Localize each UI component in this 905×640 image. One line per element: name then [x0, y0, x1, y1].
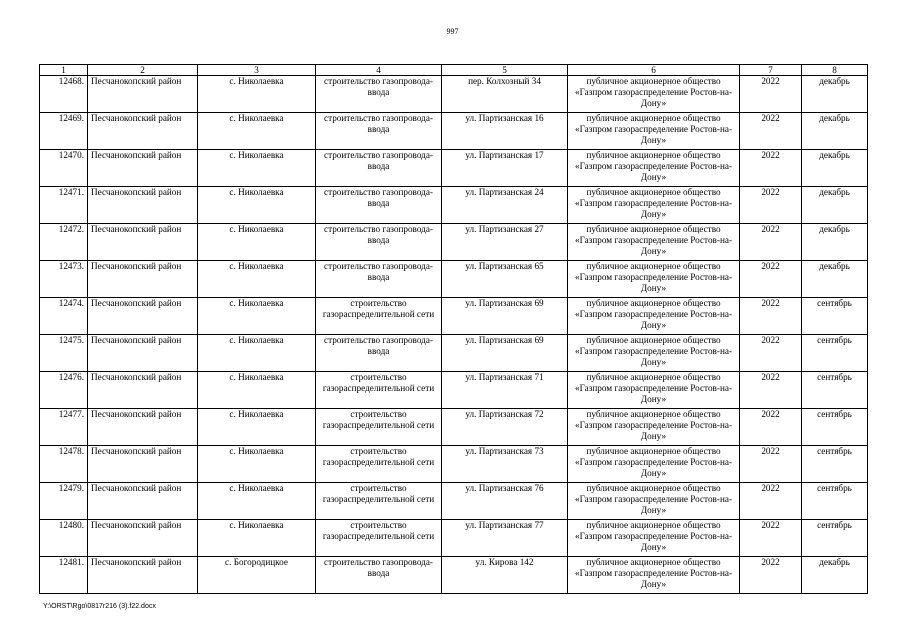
month-cell: декабрь	[802, 224, 868, 261]
year-cell: 2022	[740, 76, 802, 113]
year-cell: 2022	[740, 372, 802, 409]
month-cell: декабрь	[802, 187, 868, 224]
row-number-cell: 12481.	[40, 557, 88, 594]
row-number-cell: 12470.	[40, 150, 88, 187]
address-cell: ул. Партизанская 71	[442, 372, 568, 409]
settlement-cell: с. Николаевка	[198, 113, 316, 150]
footer-file-path: Y:\ORST\Rgo\0817r216 (3).f22.docx	[43, 603, 156, 610]
month-cell: сентябрь	[802, 335, 868, 372]
row-number-cell: 12479.	[40, 483, 88, 520]
address-cell: ул. Партизанская 77	[442, 520, 568, 557]
row-number-cell: 12469.	[40, 113, 88, 150]
year-cell: 2022	[740, 557, 802, 594]
organization-cell: публичное акционерное общество «Газпром газораспределение Ростов-на-Дону»	[568, 483, 740, 520]
settlement-cell: с. Николаевка	[198, 150, 316, 187]
month-cell: декабрь	[802, 76, 868, 113]
organization-cell: публичное акционерное общество «Газпром газораспределение Ростов-на-Дону»	[568, 557, 740, 594]
address-cell: ул. Партизанская 73	[442, 446, 568, 483]
address-cell: ул. Партизанская 16	[442, 113, 568, 150]
year-cell: 2022	[740, 446, 802, 483]
row-number-cell: 12477.	[40, 409, 88, 446]
organization-cell: публичное акционерное общество «Газпром газораспределение Ростов-на-Дону»	[568, 261, 740, 298]
settlement-cell: с. Николаевка	[198, 335, 316, 372]
month-cell: декабрь	[802, 150, 868, 187]
settlement-cell: с. Богородицкое	[198, 557, 316, 594]
organization-cell: публичное акционерное общество «Газпром газораспределение Ростов-на-Дону»	[568, 298, 740, 335]
table-row	[40, 372, 868, 409]
month-cell: декабрь	[802, 113, 868, 150]
table-row	[40, 520, 868, 557]
year-cell: 2022	[740, 335, 802, 372]
month-cell: декабрь	[802, 557, 868, 594]
row-number-cell: 12480.	[40, 520, 88, 557]
district-cell: Песчанокопский район	[88, 483, 198, 520]
row-number-cell: 12472.	[40, 224, 88, 261]
settlement-cell: с. Николаевка	[198, 224, 316, 261]
district-cell: Песчанокопский район	[88, 520, 198, 557]
district-cell: Песчанокопский район	[88, 372, 198, 409]
organization-cell: публичное акционерное общество «Газпром газораспределение Ростов-на-Дону»	[568, 76, 740, 113]
month-cell: сентябрь	[802, 520, 868, 557]
table-row	[40, 298, 868, 335]
district-cell: Песчанокопский район	[88, 335, 198, 372]
month-cell: сентябрь	[802, 298, 868, 335]
year-cell: 2022	[740, 483, 802, 520]
organization-cell: публичное акционерное общество «Газпром газораспределение Ростов-на-Дону»	[568, 113, 740, 150]
district-cell: Песчанокопский район	[88, 150, 198, 187]
month-cell: сентябрь	[802, 372, 868, 409]
address-cell: ул. Партизанская 24	[442, 187, 568, 224]
header-row	[40, 65, 868, 76]
table-row	[40, 557, 868, 594]
col-header-8: 8	[802, 65, 868, 76]
table-row	[40, 409, 868, 446]
district-cell: Песчанокопский район	[88, 446, 198, 483]
settlement-cell: с. Николаевка	[198, 409, 316, 446]
year-cell: 2022	[740, 298, 802, 335]
table-row	[40, 187, 868, 224]
address-cell: ул. Партизанская 76	[442, 483, 568, 520]
work-type-cell: строительство газораспределительной сети	[316, 298, 442, 335]
work-type-cell: строительство газопровода-ввода	[316, 187, 442, 224]
year-cell: 2022	[740, 224, 802, 261]
table-row	[40, 113, 868, 150]
col-header-6: 6	[568, 65, 740, 76]
row-number-cell: 12471.	[40, 187, 88, 224]
table-row	[40, 483, 868, 520]
work-type-cell: строительство газопровода-ввода	[316, 113, 442, 150]
month-cell: сентябрь	[802, 483, 868, 520]
col-header-5: 5	[442, 65, 568, 76]
year-cell: 2022	[740, 150, 802, 187]
col-header-3: 3	[198, 65, 316, 76]
settlement-cell: с. Николаевка	[198, 187, 316, 224]
work-type-cell: строительство газопровода-ввода	[316, 261, 442, 298]
table-row	[40, 224, 868, 261]
district-cell: Песчанокопский район	[88, 261, 198, 298]
work-type-cell: строительство газопровода-ввода	[316, 150, 442, 187]
work-type-cell: строительство газопровода-ввода	[316, 557, 442, 594]
row-number-cell: 12476.	[40, 372, 88, 409]
settlement-cell: с. Николаевка	[198, 483, 316, 520]
row-number-cell: 12468.	[40, 76, 88, 113]
organization-cell: публичное акционерное общество «Газпром газораспределение Ростов-на-Дону»	[568, 409, 740, 446]
table-body	[40, 76, 868, 594]
settlement-cell: с. Николаевка	[198, 298, 316, 335]
year-cell: 2022	[740, 261, 802, 298]
row-number-cell: 12473.	[40, 261, 88, 298]
work-type-cell: строительство газораспределительной сети	[316, 446, 442, 483]
work-type-cell: строительство газораспределительной сети	[316, 520, 442, 557]
address-cell: ул. Партизанская 27	[442, 224, 568, 261]
year-cell: 2022	[740, 409, 802, 446]
district-cell: Песчанокопский район	[88, 224, 198, 261]
organization-cell: публичное акционерное общество «Газпром газораспределение Ростов-на-Дону»	[568, 335, 740, 372]
table-row	[40, 335, 868, 372]
address-cell: ул. Кирова 142	[442, 557, 568, 594]
table-row	[40, 150, 868, 187]
page-number: 997	[446, 27, 459, 36]
address-cell: ул. Партизанская 17	[442, 150, 568, 187]
col-header-7: 7	[740, 65, 802, 76]
col-header-2: 2	[88, 65, 198, 76]
table-row	[40, 446, 868, 483]
organization-cell: публичное акционерное общество «Газпром газораспределение Ростов-на-Дону»	[568, 372, 740, 409]
col-header-4: 4	[316, 65, 442, 76]
year-cell: 2022	[740, 520, 802, 557]
year-cell: 2022	[740, 187, 802, 224]
gas-works-table	[39, 64, 868, 594]
address-cell: ул. Партизанская 65	[442, 261, 568, 298]
settlement-cell: с. Николаевка	[198, 372, 316, 409]
address-cell: ул. Партизанская 69	[442, 335, 568, 372]
work-type-cell: строительство газопровода-ввода	[316, 76, 442, 113]
work-type-cell: строительство газопровода-ввода	[316, 224, 442, 261]
work-type-cell: строительство газораспределительной сети	[316, 409, 442, 446]
organization-cell: публичное акционерное общество «Газпром газораспределение Ростов-на-Дону»	[568, 446, 740, 483]
month-cell: сентябрь	[802, 409, 868, 446]
month-cell: декабрь	[802, 261, 868, 298]
district-cell: Песчанокопский район	[88, 409, 198, 446]
district-cell: Песчанокопский район	[88, 187, 198, 224]
row-number-cell: 12478.	[40, 446, 88, 483]
month-cell: сентябрь	[802, 446, 868, 483]
settlement-cell: с. Николаевка	[198, 520, 316, 557]
district-cell: Песчанокопский район	[88, 113, 198, 150]
settlement-cell: с. Николаевка	[198, 261, 316, 298]
col-header-1: 1	[40, 65, 88, 76]
organization-cell: публичное акционерное общество «Газпром газораспределение Ростов-на-Дону»	[568, 224, 740, 261]
table-row	[40, 76, 868, 113]
row-number-cell: 12474.	[40, 298, 88, 335]
work-type-cell: строительство газопровода-ввода	[316, 335, 442, 372]
district-cell: Песчанокопский район	[88, 298, 198, 335]
table-row	[40, 261, 868, 298]
settlement-cell: с. Николаевка	[198, 76, 316, 113]
year-cell: 2022	[740, 113, 802, 150]
organization-cell: публичное акционерное общество «Газпром газораспределение Ростов-на-Дону»	[568, 520, 740, 557]
address-cell: ул. Партизанская 72	[442, 409, 568, 446]
address-cell: ул. Партизанская 69	[442, 298, 568, 335]
organization-cell: публичное акционерное общество «Газпром газораспределение Ростов-на-Дону»	[568, 150, 740, 187]
address-cell: пер. Колхозный 34	[442, 76, 568, 113]
settlement-cell: с. Николаевка	[198, 446, 316, 483]
row-number-cell: 12475.	[40, 335, 88, 372]
organization-cell: публичное акционерное общество «Газпром газораспределение Ростов-на-Дону»	[568, 187, 740, 224]
work-type-cell: строительство газораспределительной сети	[316, 483, 442, 520]
work-type-cell: строительство газораспределительной сети	[316, 372, 442, 409]
district-cell: Песчанокопский район	[88, 76, 198, 113]
district-cell: Песчанокопский район	[88, 557, 198, 594]
